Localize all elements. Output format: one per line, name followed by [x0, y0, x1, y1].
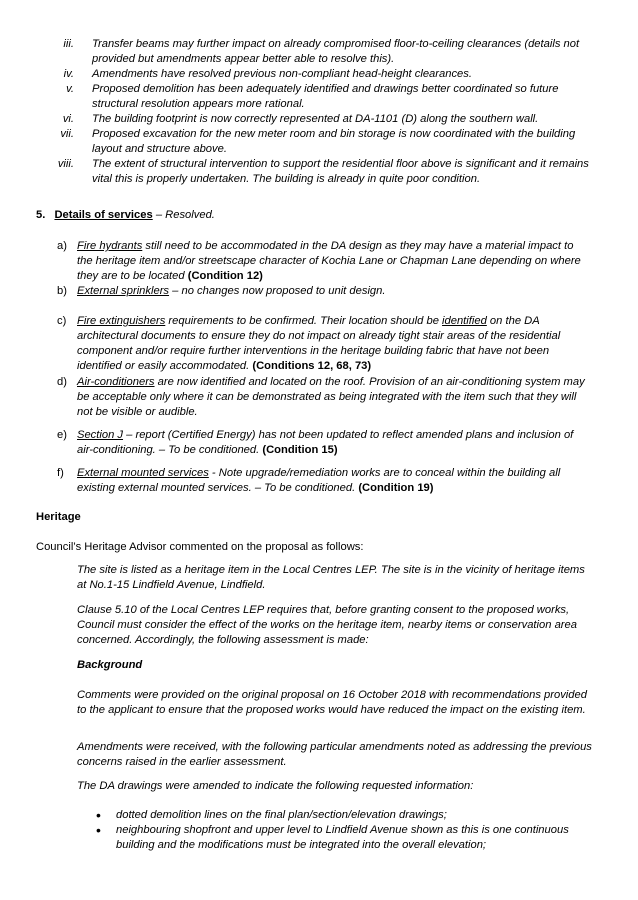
list-item — [0, 82, 592, 112]
item-body: - Note upgrade/remediation works are to conceal within the building all existing external mounted services. – To be conditioned. — [77, 467, 561, 494]
item-body: – report (Certified Energy) has not been updated to reflect amended plans and inclusion of air-conditioning. – To be conditioned. — [77, 429, 574, 456]
item-term: Fire extinguishers — [77, 315, 166, 327]
item-letter: a) — [57, 240, 67, 252]
item-condition: (Condition 15) — [262, 444, 338, 456]
bullet-item: neighbouring shopfront and upper level to Lindfield Avenue shown as this is one continuous building and the modifications must be integrated into the overall elevation; — [116, 824, 569, 851]
list-item-number: vi. — [62, 113, 74, 125]
heritage-heading: Heritage — [36, 511, 81, 523]
item-text — [77, 466, 592, 496]
item-letter: c) — [57, 315, 67, 327]
list-item-text: Proposed excavation for the new meter room and bin storage is now coordinated with the building layout and structure above. — [92, 128, 576, 155]
list-item-number: iii. — [63, 38, 74, 50]
list-item-number: iv. — [63, 68, 74, 80]
section-status: – Resolved. — [152, 209, 215, 221]
item-body: still need to be accommodated in the DA design as they may have a material impact to the heritage item and/or streetscape character of Kochia Lane or Chapman Lane depending on where they are to be located — [77, 240, 581, 282]
list-item — [0, 112, 592, 127]
list-item-number: vii. — [60, 128, 74, 140]
bullet-marker: • — [96, 822, 101, 838]
item-text — [77, 375, 592, 420]
section-heading — [36, 208, 616, 223]
heritage-intro: Council’s Heritage Advisor commented on the proposal as follows: — [36, 541, 364, 553]
list-item — [0, 127, 592, 157]
list-item-text: Transfer beams may further impact on already compromised floor-to-ceiling clearances (details not provided but amendments appear better able to resolve this). — [92, 38, 580, 65]
list-item-text: The building footprint is now correctly represented at DA-1101 (D) along the southern wall. — [92, 113, 539, 125]
heritage-paragraph: Amendments were received, with the following particular amendments noted as addressing the previous concerns raised in the earlier assessment. — [77, 741, 592, 768]
item-text — [77, 314, 592, 374]
heritage-paragraph: Clause 5.10 of the Local Centres LEP requires that, before granting consent to the proposed works, Council must consider the effect of the works on the heritage item, nearby items or conservation area concerned. Accordingly, the following assessment is made: — [77, 604, 577, 646]
heritage-paragraph: Comments were provided on the original proposal on 16 October 2018 with recommendations provided to the applicant to ensure that the proposed works would have reduced the impact on the existing item. — [77, 689, 587, 716]
bullet-marker: • — [96, 807, 101, 823]
item-letter: b) — [57, 285, 67, 297]
background-heading: Background — [77, 659, 143, 671]
section-number: 5. — [36, 209, 46, 221]
list-item-text: The extent of structural intervention to support the residential floor above is significant and it remains vital this is properly undertaken. The building is already in quite poor condition. — [92, 158, 589, 185]
item-letter: d) — [57, 376, 67, 388]
list-item — [0, 157, 592, 187]
item-body: requirements to be confirmed. Their location should be — [165, 315, 443, 327]
item-body: are now identified and located on the roof. Provision of an air-conditioning system may be acceptable only where it can be demonstrated as being integrated with the item such that they will not be visible or audible. — [77, 376, 585, 418]
item-condition: (Conditions 12, 68, 73) — [252, 360, 372, 372]
item-text — [77, 239, 592, 284]
item-term: Section J — [77, 429, 124, 441]
item-condition: (Condition 12) — [187, 270, 263, 282]
list-item — [0, 37, 592, 67]
heritage-paragraph: The site is listed as a heritage item in the Local Centres LEP. The site is in the vicinity of heritage items at No.1-15 Lindfield Avenue, Lindfield. — [77, 564, 585, 591]
structural-comments-list — [0, 37, 638, 187]
item-term-secondary: identified — [442, 315, 487, 327]
list-item — [0, 67, 592, 82]
item-term: Fire hydrants — [77, 240, 143, 252]
bullet-item: dotted demolition lines on the final plan/section/elevation drawings; — [116, 809, 447, 821]
list-item-number: viii. — [57, 158, 74, 170]
list-item-text: Proposed demolition has been adequately identified and drawings better coordinated so future structural resolution appears more rational. — [92, 83, 559, 110]
item-term: Air-conditioners — [77, 376, 155, 388]
item-text — [77, 284, 592, 299]
item-letter: e) — [57, 429, 67, 441]
item-term: External mounted services — [77, 467, 209, 479]
section-title: Details of services — [54, 209, 153, 221]
item-letter: f) — [57, 467, 64, 479]
heritage-paragraph: The DA drawings were amended to indicate the following requested information: — [77, 780, 474, 792]
item-body-continued: on the DA architectural documents to ensure they do not impact on already tight stair areas of the residential component and/or require further interventions in the heritage building fabric that have not been identified or easily accommodated. — [77, 315, 561, 372]
list-item-text: Amendments have resolved previous non-compliant head-height clearances. — [92, 68, 472, 80]
item-body: – no changes now proposed to unit design. — [169, 285, 386, 297]
item-text — [77, 428, 592, 458]
item-term: External sprinklers — [77, 285, 170, 297]
item-condition: (Condition 19) — [358, 482, 434, 494]
list-item-number: v. — [66, 83, 74, 95]
